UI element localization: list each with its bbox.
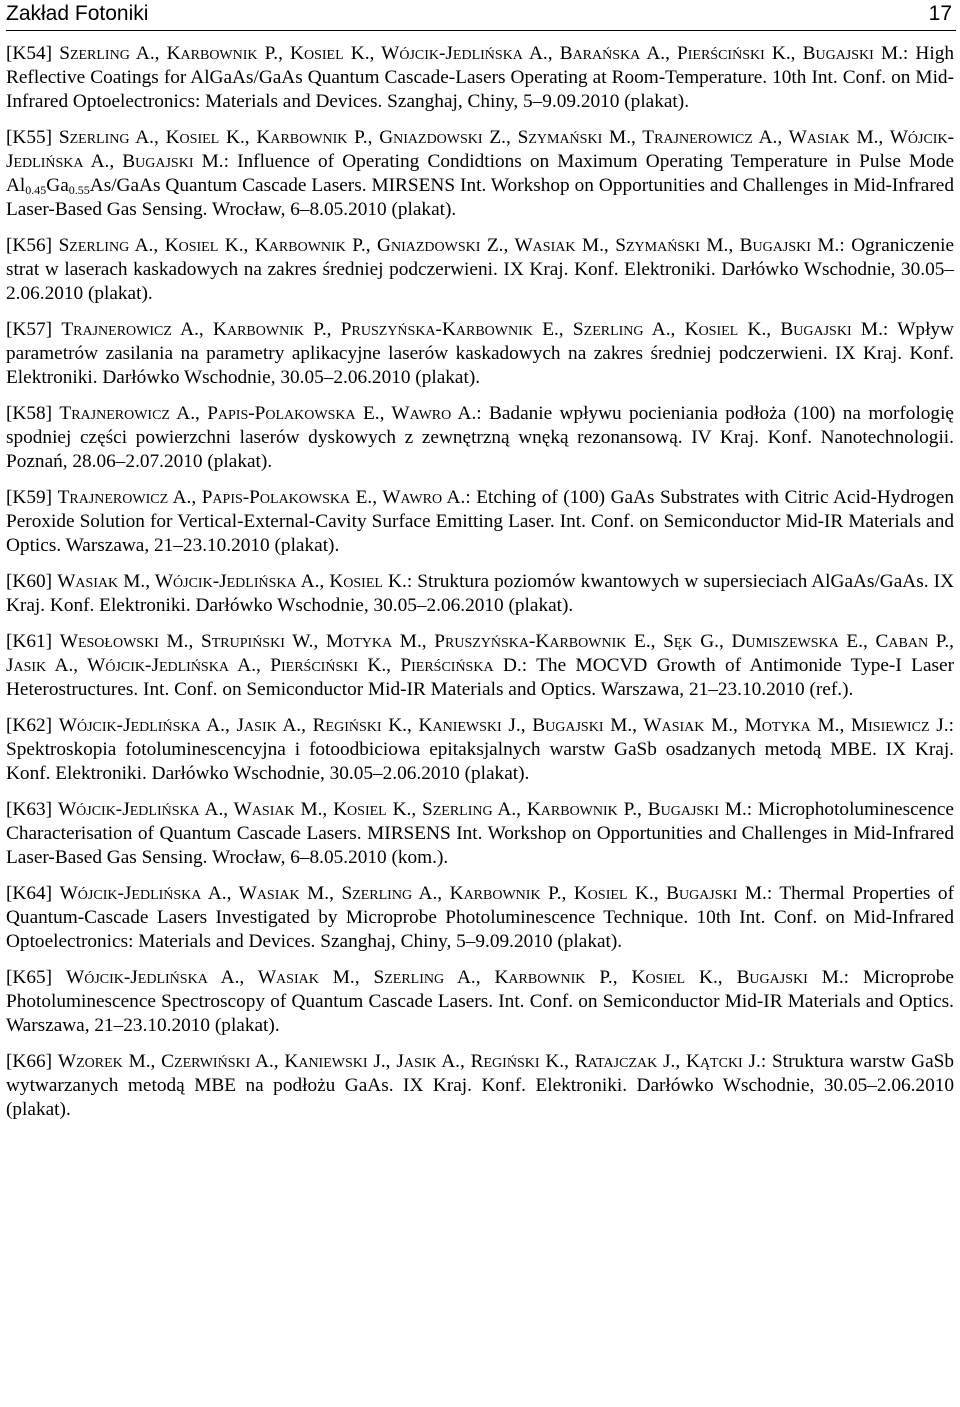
reference-authors: Wójcik-Jedlińska A., Jasik A., Regiński K., Kaniewski J., Bugajski M., Wasiak M., Motyka M., Misiewicz J. <box>58 715 949 736</box>
reference-text: : Struktura poziomów kwantowych w supersieciach AlGaAs/GaAs. IX Kraj. Konf. Elektroniki. Darłówko Wschodnie, 30.05–2.06.2010 (plakat). <box>6 571 955 616</box>
reference-id: [K64] <box>6 883 53 904</box>
header-title: Zakład Fotoniki <box>6 2 149 25</box>
reference-id: [K66] <box>6 1051 53 1072</box>
reference-text: : Microphotoluminescence Characterisation of Quantum Cascade Lasers. MIRSENS Int. Workshop on Opportunities and Challenges in Mid-Infrared Laser-Based Gas Sensing. Wrocław, 6–8.05.2010 (kom.). <box>6 799 954 868</box>
reference-text: : Wpływ parametrów zasilania na parametry aplikacyjne laserów kaskadowych na zakres średniej podczerwieni. IX Kraj. Konf. Elektroniki. Darłówko Wschodnie, 30.05–2.06.2010 (plakat). <box>6 319 954 388</box>
reference-authors: Trajnerowicz A., Karbownik P., Pruszyńska-Karbownik E., Szerling A., Kosiel K., Bugajski M. <box>61 319 883 340</box>
reference-list <box>6 42 954 1134</box>
reference-entry-k61 <box>6 630 954 702</box>
reference-entry-k59 <box>6 486 954 558</box>
subscript: 0.55 <box>68 183 90 197</box>
reference-authors: Szerling A., Karbownik P., Kosiel K., Wójcik-Jedlińska A., Barańska A., Pierściński K., Bugajski M. <box>59 43 903 64</box>
reference-entry-k58 <box>6 402 954 474</box>
reference-text: : High Reflective Coatings for AlGaAs/GaAs Quantum Cascade-Lasers Operating at Room-Temperature. 10th Int. Conf. on Mid-Infrared Optoelectronics: Materials and Devices. Szanghaj, Chiny, 5–9.09.2010 (plakat). <box>6 43 954 112</box>
reference-text: : Struktura warstw GaSb wytwarzanych metodą MBE na podłożu GaAs. IX Kraj. Konf. Elektroniki. Darłówko Wschodnie, 30.05–2.06.2010 (plakat). <box>6 1051 954 1120</box>
reference-authors: Trajnerowicz A., Papis-Polakowska E., Wawro A. <box>57 487 466 508</box>
reference-entry-k63 <box>6 798 954 870</box>
reference-text: Ga <box>46 175 69 196</box>
reference-text: As/GaAs Quantum Cascade Lasers. MIRSENS Int. Workshop on Opportunities and Challenges in Mid-Infrared Laser-Based Gas Sensing. Wrocław, 6–8.05.2010 (plakat). <box>6 175 954 220</box>
reference-id: [K55] <box>6 127 53 148</box>
subscript: 0.45 <box>25 183 47 197</box>
reference-text: : Thermal Properties of Quantum-Cascade Lasers Investigated by Microprobe Photoluminescence Technique. 10th Int. Conf. on Mid-Infrared Optoelectronics: Materials and Devices. Szanghaj, Chiny, 5–9.09.2010 (plakat). <box>6 883 954 952</box>
reference-id: [K63] <box>6 799 53 820</box>
reference-text: : Spektroskopia fotoluminescencyjna i fotoodbiciowa epitaksjalnych warstw GaSb osadzanych metodą MBE. IX Kraj. Konf. Elektroniki. Darłówko Wschodnie, 30.05–2.06.2010 (plakat). <box>6 715 954 784</box>
reference-id: [K56] <box>6 235 53 256</box>
reference-authors: Wójcik-Jedlińska A., Wasiak M., Kosiel K., Szerling A., Karbownik P., Bugajski M. <box>57 799 747 820</box>
reference-entry-k55 <box>6 126 954 222</box>
page-number: 17 <box>928 2 952 25</box>
reference-id: [K65] <box>6 967 53 988</box>
reference-text: : Badanie wpływu pocieniania podłoża (100) na morfologię spodniej części powierzchni laserów dyskowych z zewnętrzną wnęką rezonansową. IV Kraj. Konf. Nanotechnologii. Poznań, 28.06–2.07.2010 (plakat). <box>6 403 954 472</box>
reference-id: [K57] <box>6 319 53 340</box>
reference-entry-k62 <box>6 714 954 786</box>
reference-authors: Wójcik-Jedlińska A., Wasiak M., Szerling A., Karbownik P., Kosiel K., Bugajski M. <box>66 967 844 988</box>
reference-entry-k57 <box>6 318 954 390</box>
reference-entry-k54 <box>6 42 954 114</box>
reference-id: [K54] <box>6 43 53 64</box>
reference-authors: Wójcik-Jedlińska A., Wasiak M., Szerling A., Karbownik P., Kosiel K., Bugajski M. <box>59 883 767 904</box>
reference-entry-k64 <box>6 882 954 954</box>
reference-entry-k56 <box>6 234 954 306</box>
reference-authors: Szerling A., Kosiel K., Karbownik P., Gniazdowski Z., Szymański M., Trajnerowicz A., Wasiak M., Wójcik-Jedlińska A., Bugajski M. <box>6 127 954 172</box>
reference-id: [K62] <box>6 715 53 736</box>
reference-text: : Influence of Operating Condidtions on Maximum Operating Temperature in Pulse Mode Al <box>6 151 954 196</box>
reference-authors: Wesołowski M., Strupiński W., Motyka M., Pruszyńska-Karbownik E., Sęk G., Dumiszewska E., Caban P., Jasik A., Wójcik-Jedlińska A., Pierściński K., Pierścińska D. <box>6 631 954 676</box>
reference-authors: Wasiak M., Wójcik-Jedlińska A., Kosiel K. <box>57 571 407 592</box>
reference-text: : Ograniczenie strat w laserach kaskadowych na zakres średniej podczerwieni. IX Kraj. Konf. Elektroniki. Darłówko Wschodnie, 30.05–2.06.2010 (plakat). <box>6 235 954 304</box>
reference-id: [K61] <box>6 631 53 652</box>
reference-text: : Etching of (100) GaAs Substrates with Citric Acid-Hydrogen Peroxide Solution for Vertical-External-Cavity Surface Emitting Laser. Int. Conf. on Semiconductor Mid-IR Materials and Optics. Warszawa, 21–23.10.2010 (plakat). <box>6 487 954 556</box>
reference-entry-k65 <box>6 966 954 1038</box>
reference-text: : Microprobe Photoluminescence Spectroscopy of Quantum Cascade Lasers. Int. Conf. on Semiconductor Mid-IR Materials and Optics. Warszawa, 21–23.10.2010 (plakat). <box>6 967 954 1036</box>
reference-text: : The MOCVD Growth of Antimonide Type-I Laser Heterostructures. Int. Conf. on Semiconductor Mid-IR Materials and Optics. Warszawa, 21–23.10.2010 (ref.). <box>6 655 954 700</box>
reference-entry-k60 <box>6 570 954 618</box>
reference-authors: Wzorek M., Czerwiński A., Kaniewski J., Jasik A., Regiński K., Ratajczak J., Kątcki J. <box>57 1051 761 1072</box>
reference-entry-k66 <box>6 1050 954 1122</box>
reference-id: [K59] <box>6 487 53 508</box>
reference-authors: Szerling A., Kosiel K., Karbownik P., Gniazdowski Z., Wasiak M., Szymański M., Bugajski M. <box>58 235 840 256</box>
reference-authors: Trajnerowicz A., Papis-Polakowska E., Wawro A. <box>59 403 477 424</box>
reference-id: [K58] <box>6 403 53 424</box>
page-header <box>6 0 956 31</box>
reference-id: [K60] <box>6 571 53 592</box>
